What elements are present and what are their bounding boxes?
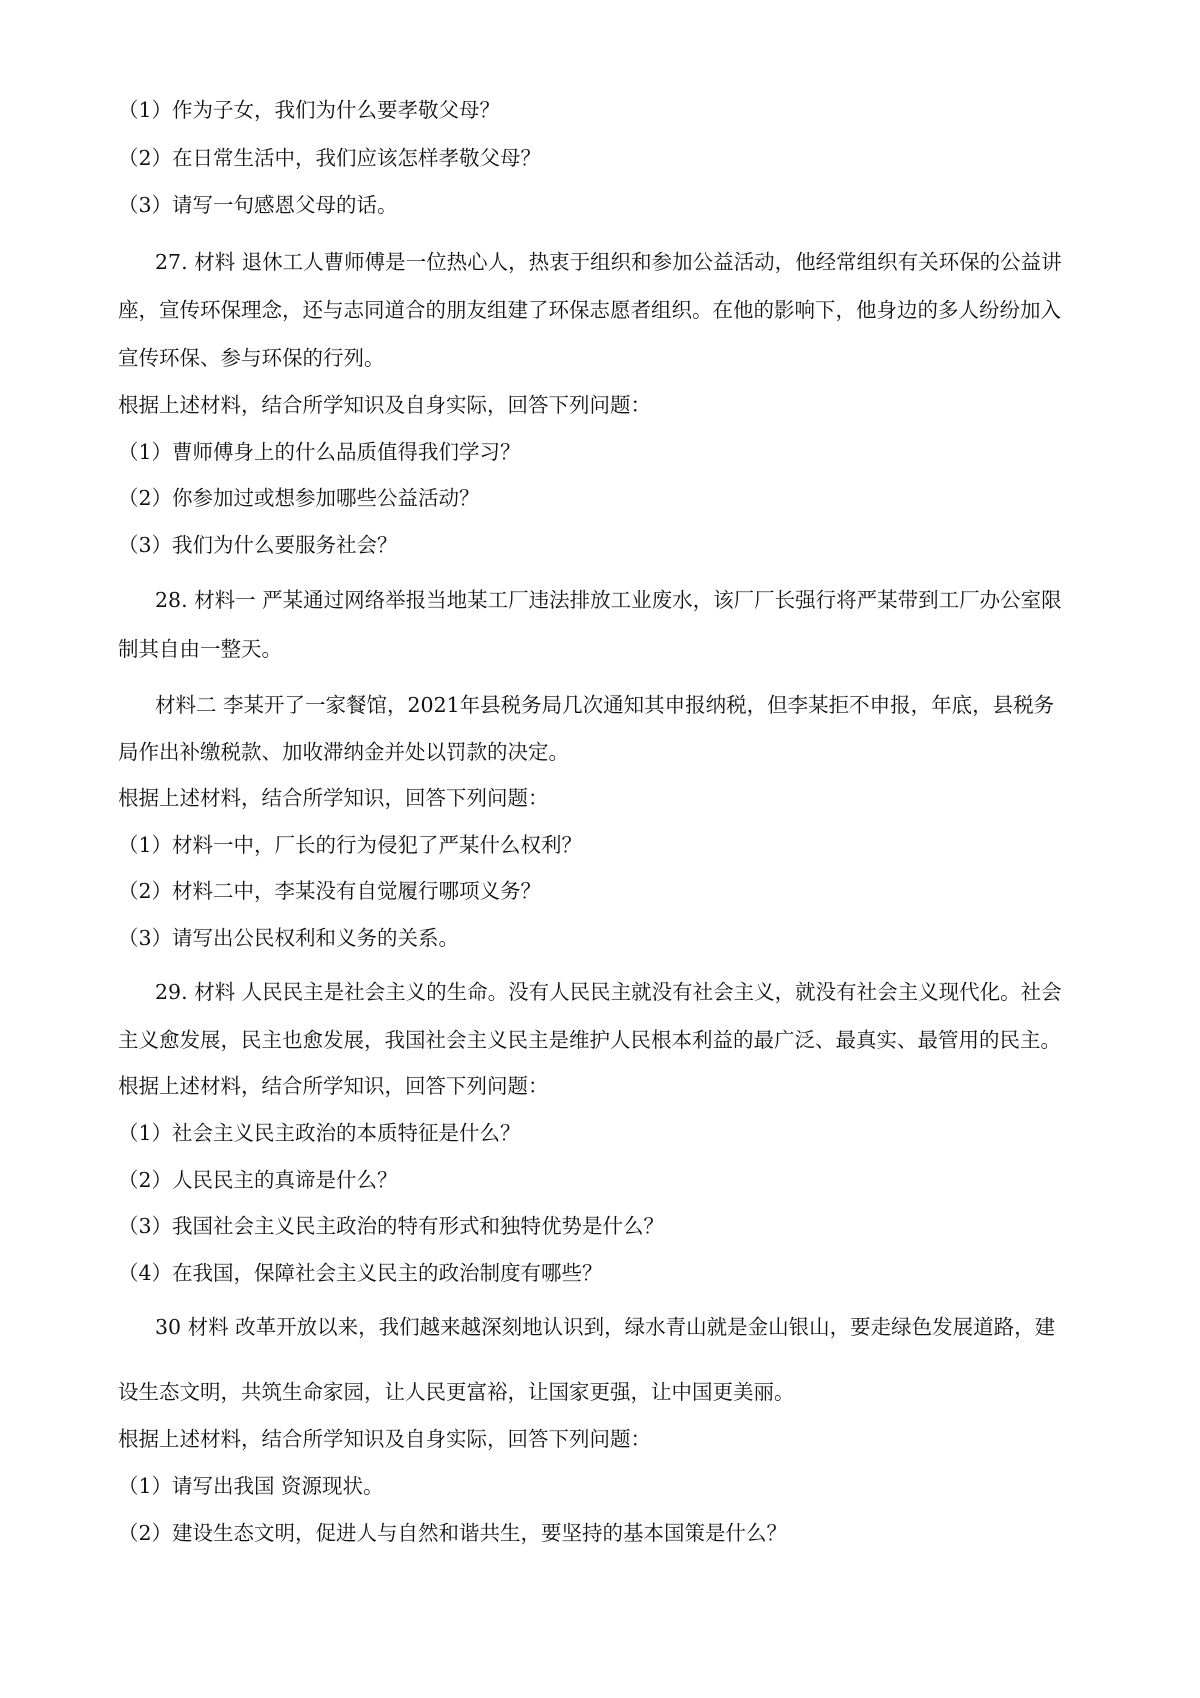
- text-line: （1）材料一中，厂长的行为侵犯了严某什么权利？: [118, 833, 583, 857]
- question-30-text: 30 材料 改革开放以来，我们越来越深刻地认识到，绿水青山就是金山银山，要走绿色发展道路，建: [155, 1315, 1056, 1339]
- text-line: 座，宣传环保理念，还与志同道合的朋友组建了环保志愿者组织。在他的影响下，他身边的多人纷纷加入: [118, 298, 1061, 322]
- text-line: 宣传环保、参与环保的行列。: [118, 346, 385, 370]
- question-28-text: 28. 材料一 严某通过网络举报当地某工厂违法排放工业废水，该厂厂长强行将严某带到工厂办公室限: [155, 588, 1062, 612]
- text-line: （1）作为子女，我们为什么要孝敬父母？: [118, 98, 501, 122]
- text-line: （2）人民民主的真谛是什么？: [118, 1168, 398, 1192]
- question-29-text: 29. 材料 人民民主是社会主义的生命。没有人民民主就没有社会主义，就没有社会主义现代化。社会: [155, 980, 1062, 1004]
- text-line: （2）你参加过或想参加哪些公益活动？: [118, 486, 480, 510]
- text-line: 材料二 李某开了一家餐馆，2021年县税务局几次通知其申报纳税，但李某拒不申报，年底，县税务: [155, 693, 1055, 717]
- instruction-line: 根据上述材料，结合所学知识，回答下列问题：: [118, 1074, 549, 1098]
- text-line: （2）材料二中，李某没有自觉履行哪项义务？: [118, 879, 542, 903]
- text-line: （3）我国社会主义民主政治的特有形式和独特优势是什么？: [118, 1214, 665, 1238]
- instruction-line: 根据上述材料，结合所学知识及自身实际，回答下列问题：: [118, 1427, 651, 1451]
- text-line: （3）请写出公民权利和义务的关系。: [118, 926, 460, 950]
- question-27-text: 27. 材料 退休工人曹师傅是一位热心人，热衷于组织和参加公益活动，他经常组织有关环保的公益讲: [155, 250, 1062, 274]
- text-line: （1）社会主义民主政治的本质特征是什么？: [118, 1121, 521, 1145]
- instruction-line: 根据上述材料，结合所学知识及自身实际，回答下列问题：: [118, 393, 651, 417]
- instruction-line: 根据上述材料，结合所学知识，回答下列问题：: [118, 786, 549, 810]
- text-line: 局作出补缴税款、加收滞纳金并处以罚款的决定。: [118, 740, 569, 764]
- text-line: （1）曹师傅身上的什么品质值得我们学习？: [118, 440, 521, 464]
- text-line: 设生态文明，共筑生命家园，让人民更富裕，让国家更强，让中国更美丽。: [118, 1380, 795, 1404]
- text-line: （4）在我国，保障社会主义民主的政治制度有哪些？: [118, 1261, 603, 1285]
- text-line: （3）请写一句感恩父母的话。: [118, 193, 398, 217]
- text-line: （3）我们为什么要服务社会？: [118, 533, 398, 557]
- text-line: （1）请写出我国 资源现状。: [118, 1474, 384, 1498]
- text-line: 制其自由一整天。: [118, 637, 282, 661]
- text-line: （2）在日常生活中，我们应该怎样孝敬父母？: [118, 146, 542, 170]
- text-line: （2）建设生态文明，促进人与自然和谐共生，要坚持的基本国策是什么？: [118, 1521, 788, 1545]
- text-line: 主义愈发展，民主也愈发展，我国社会主义民主是维护人民根本利益的最广泛、最真实、最管用的民主。: [118, 1028, 1061, 1052]
